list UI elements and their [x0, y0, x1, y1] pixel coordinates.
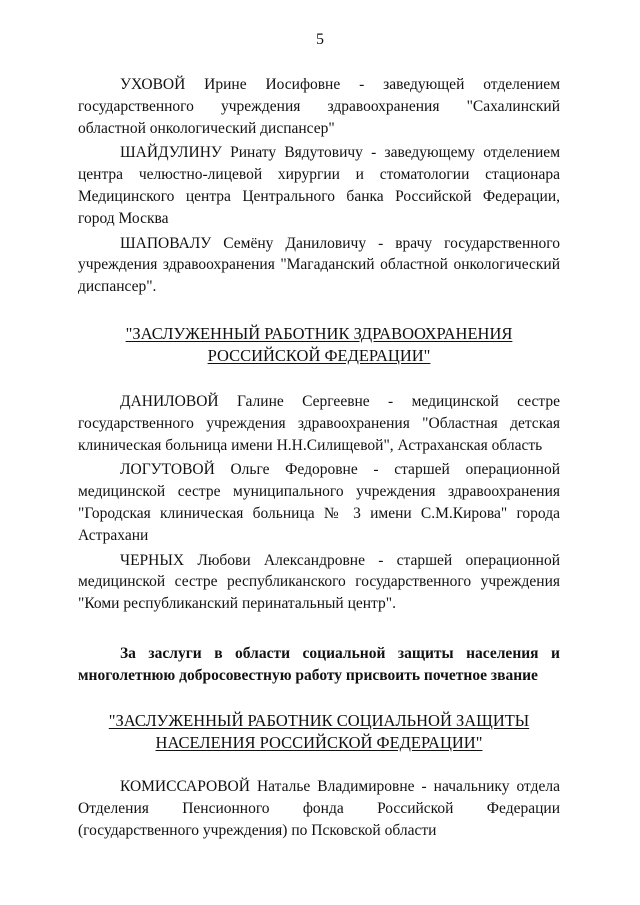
award-entry: ШАПОВАЛУ Семёну Даниловичу - врачу государственного учреждения здравоохранения "Магаданский областной онкологический диспансер". — [78, 234, 560, 296]
page-number: 5 — [316, 31, 324, 48]
award-entry: ДАНИЛОВОЙ Галине Сергеевне - медицинской сестре государственного учреждения здравоохранения "Областная детская клиническая больница имени Н.Н.Силищевой", Астраханская область — [78, 392, 560, 454]
document-body — [78, 74, 560, 844]
award-entry: КОМИССАРОВОЙ Наталье Владимировне - начальнику отдела Отделения Пенсионного фонда Российской Федерации (государственного учреждения) по Псковской области — [78, 777, 560, 839]
title-line: "ЗАСЛУЖЕННЫЙ РАБОТНИК ЗДРАВООХРАНЕНИЯ — [125, 323, 513, 343]
decree-paragraph: За заслуги в области социальной защиты населения и многолетнюю добросовестную работу присвоить почетное звание — [78, 644, 560, 684]
honorary-title-healthcare — [78, 323, 560, 367]
award-entry: ЧЕРНЫХ Любови Александровне - старшей операционной медицинской сестре республиканского государственного учреждения "Коми республиканский перинатальный центр". — [78, 551, 560, 613]
award-entry: ШАЙДУЛИНУ Ринату Вядутовичу - заведующему отделением центра челюстно-лицевой хирургии и стоматологии стационара Медицинского центра Центрального банка Российской Федерации, город Москва — [78, 144, 560, 227]
title-line: "ЗАСЛУЖЕННЫЙ РАБОТНИК СОЦИАЛЬНОЙ ЗАЩИТЫ — [108, 710, 530, 730]
honorary-title-social-protection — [78, 710, 560, 754]
title-line: РОССИЙСКОЙ ФЕДЕРАЦИИ" — [207, 345, 431, 365]
award-entry: ЛОГУТОВОЙ Ольге Федоровне - старшей операционной медицинской сестре муниципального учреждения здравоохранения "Городская клиническая больница № 3 имени С.М.Кирова" города Астрахани — [78, 461, 560, 544]
award-entry: УХОВОЙ Ирине Иосифовне - заведующей отделением государственного учреждения здравоохранения "Сахалинский областной онкологический диспансер" — [78, 76, 560, 137]
title-line: НАСЕЛЕНИЯ РОССИЙСКОЙ ФЕДЕРАЦИИ" — [155, 732, 483, 752]
